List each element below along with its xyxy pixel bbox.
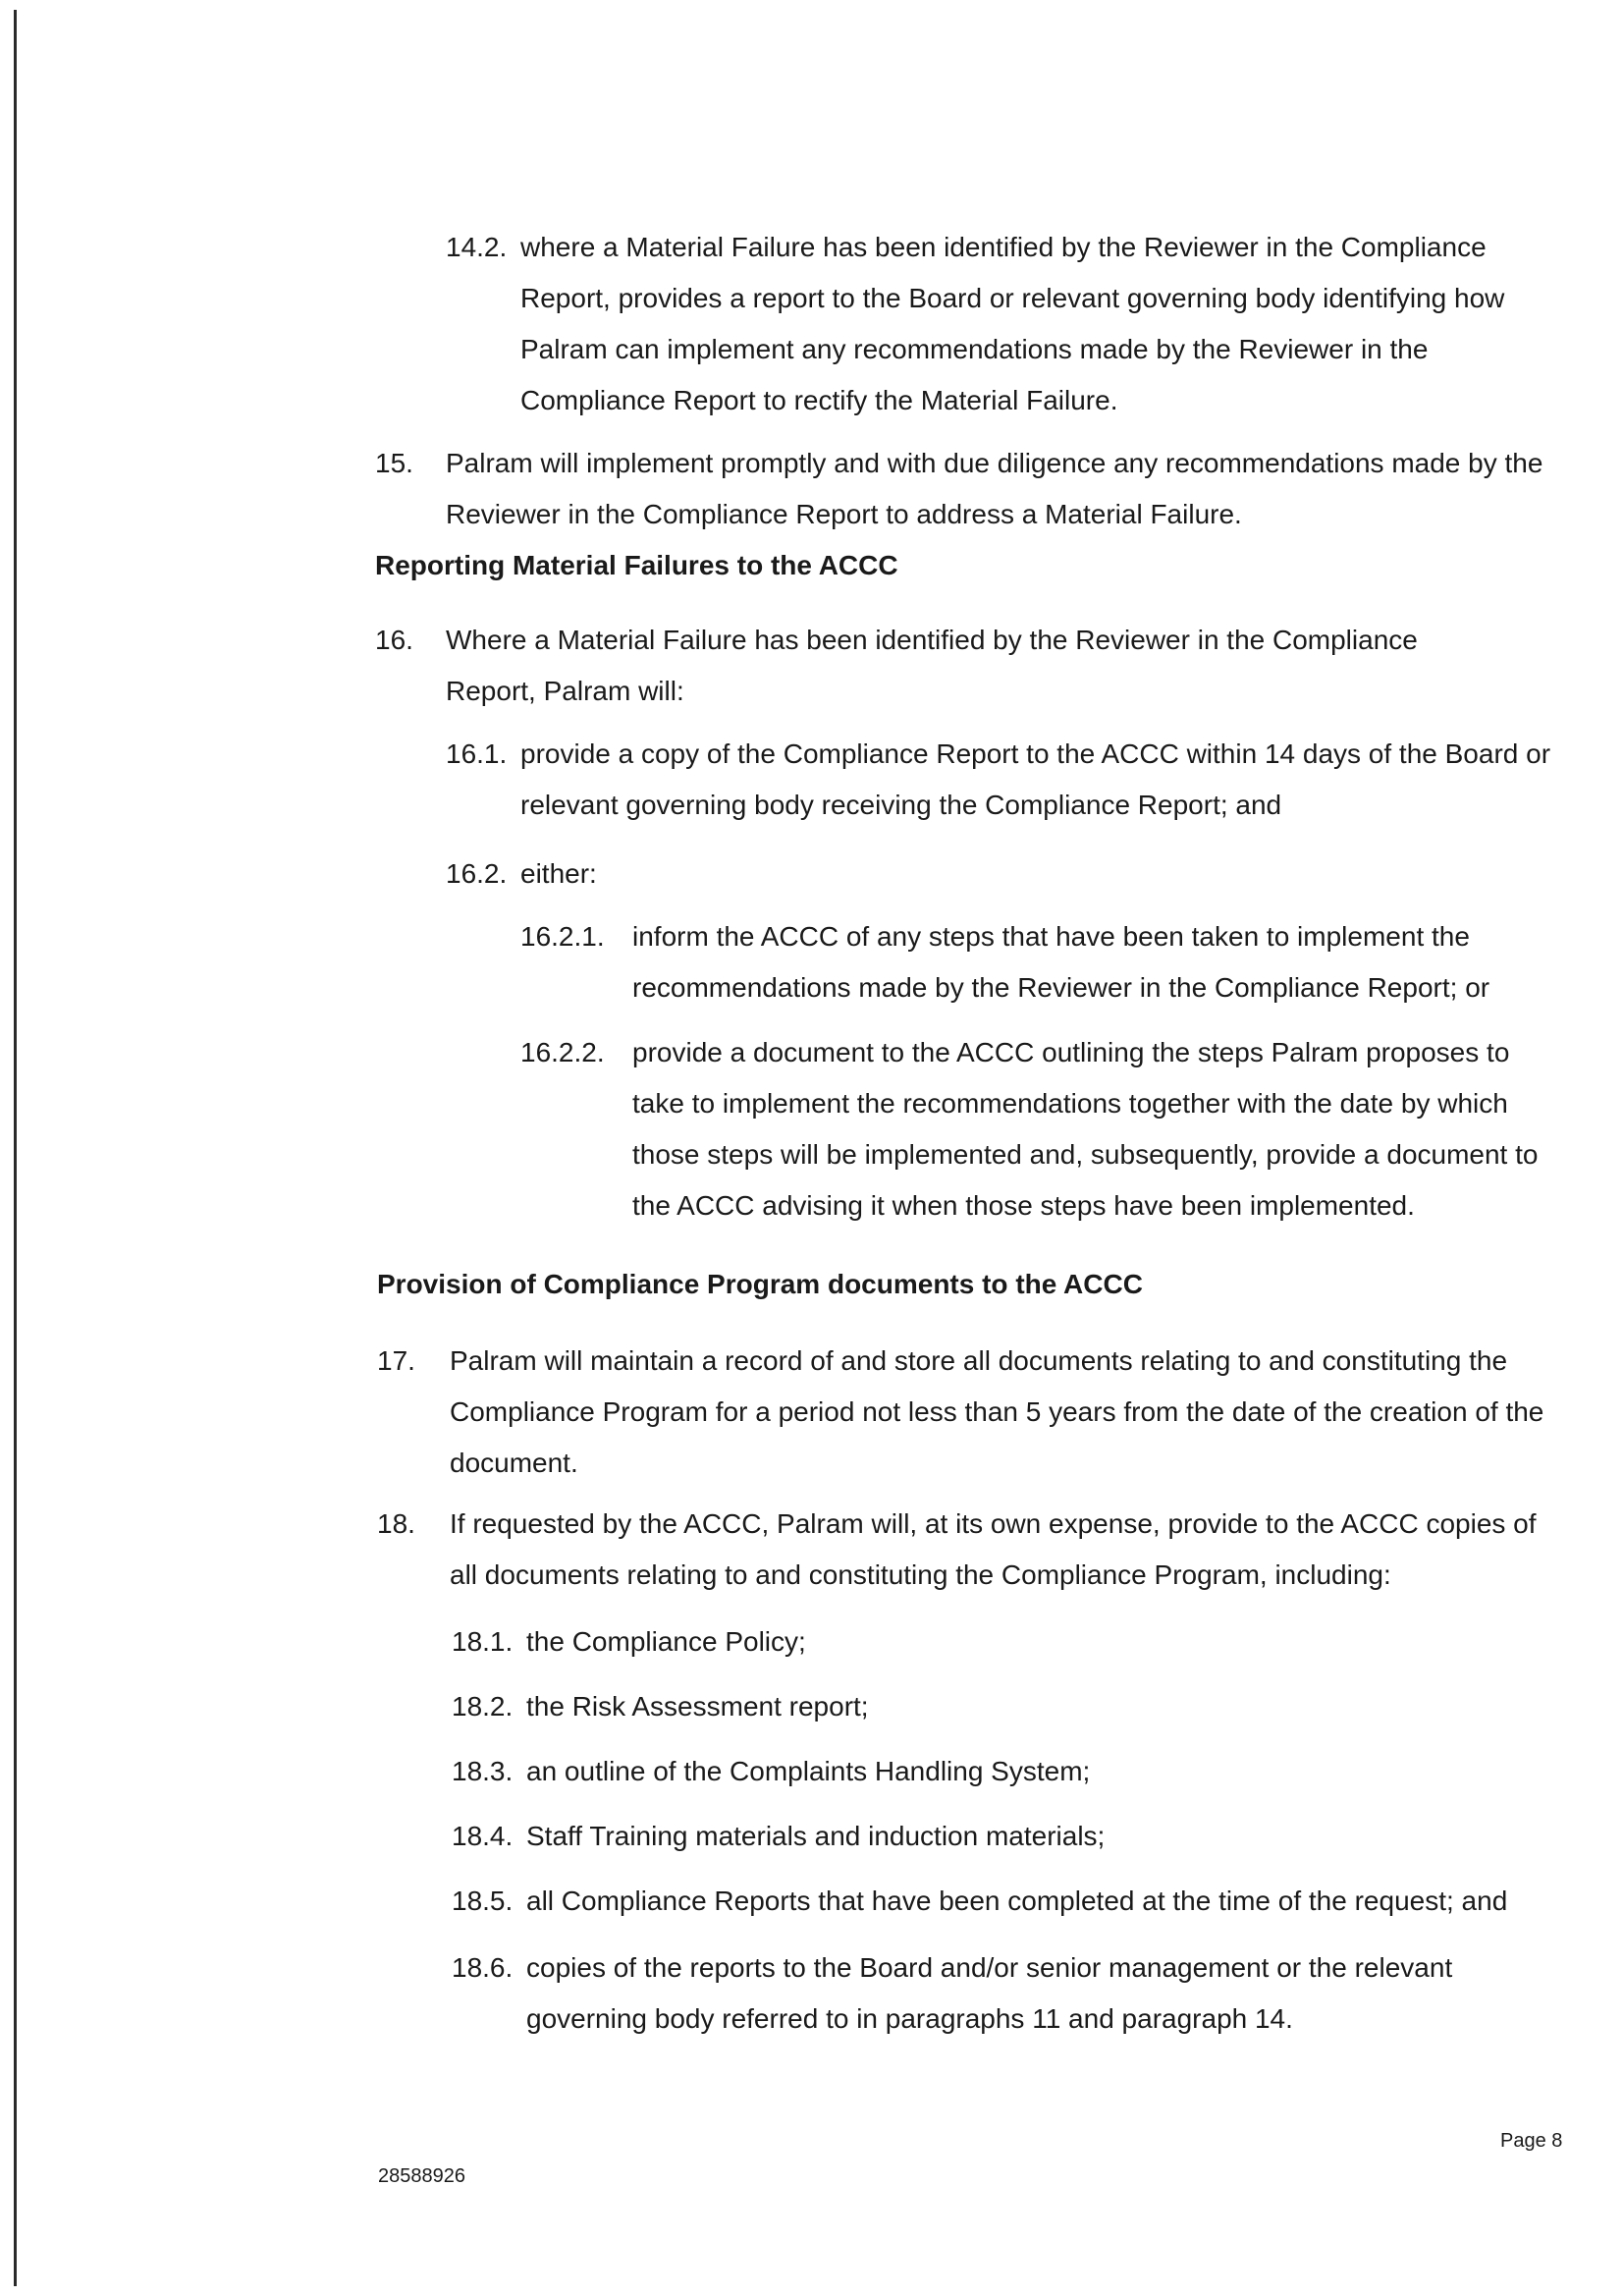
- paragraph-number: 17.: [377, 1345, 415, 1376]
- paragraph-16-2-2: [520, 1027, 1565, 1231]
- section-heading-reporting: Reporting Material Failures to the ACCC: [375, 550, 898, 580]
- paragraph-number: 14.2.: [446, 232, 508, 262]
- paragraph-number: 16.2.2.: [520, 1037, 605, 1067]
- paragraph-text: copies of the reports to the Board and/or senior management or the relevant governing body referred to in paragraphs 11 and paragraph 14.: [526, 1952, 1453, 2034]
- paragraph-text: where a Material Failure has been identified by the Reviewer in the Compliance Report, provides a report to the Board or relevant governing body identifying how Palram can implement any recommendations made by the Reviewer in the Compliance Report to rectify the Material Failure.: [520, 232, 1505, 415]
- paragraph-number: 16.1.: [446, 738, 508, 769]
- paragraph-text: provide a copy of the Compliance Report to the ACCC within 14 days of the Board or relevant governing body receiving the Compliance Report; and: [520, 738, 1551, 820]
- paragraph-16-2: [446, 848, 1565, 900]
- page-number: Page 8: [1500, 2130, 1563, 2152]
- paragraph-16: [375, 615, 1494, 717]
- paragraph-16-2-1: [520, 911, 1565, 1013]
- paragraph-number: 16.2.: [446, 858, 508, 889]
- paragraph-text: an outline of the Complaints Handling System;: [526, 1756, 1091, 1786]
- paragraph-15: [375, 438, 1565, 540]
- paragraph-text: provide a document to the ACCC outlining the steps Palram proposes to take to implement the recommendations together with the date by which those steps will be implemented and, subsequently, provide a document to the ACCC advising it when those steps have been implemented.: [632, 1037, 1539, 1221]
- paragraph-number: 18.1.: [452, 1626, 514, 1657]
- paragraph-text: Palram will implement promptly and with due diligence any recommendations made by the Reviewer in the Compliance Report to address a Material Failure.: [446, 448, 1543, 529]
- paragraph-number: 18.: [377, 1508, 415, 1539]
- paragraph-number: 16.: [375, 625, 413, 655]
- paragraph-text: If requested by the ACCC, Palram will, at its own expense, provide to the ACCC copies of all documents relating to and constituting the Compliance Program, including:: [450, 1508, 1537, 1590]
- paragraph-text: Staff Training materials and induction materials;: [526, 1821, 1106, 1851]
- paragraph-number: 18.3.: [452, 1756, 514, 1786]
- paragraph-number: 18.4.: [452, 1821, 514, 1851]
- paragraph-18-5: [452, 1876, 1565, 1927]
- paragraph-18-2: [452, 1681, 1565, 1732]
- paragraph-number: 15.: [375, 448, 413, 478]
- paragraph-14-2: [446, 222, 1565, 426]
- paragraph-18-4: [452, 1811, 1565, 1862]
- paragraph-17: [377, 1336, 1565, 1489]
- paragraph-text: inform the ACCC of any steps that have been taken to implement the recommendations made by the Reviewer in the Compliance Report; or: [632, 921, 1490, 1003]
- paragraph-number: 18.2.: [452, 1691, 514, 1722]
- paragraph-text: Where a Material Failure has been identified by the Reviewer in the Compliance Report, Palram will:: [446, 625, 1418, 706]
- paragraph-number: 16.2.1.: [520, 921, 605, 952]
- paragraph-18-3: [452, 1746, 1565, 1797]
- paragraph-number: 18.5.: [452, 1886, 514, 1916]
- paragraph-16-1: [446, 729, 1565, 831]
- paragraph-text: the Compliance Policy;: [526, 1626, 806, 1657]
- paragraph-text: Palram will maintain a record of and store all documents relating to and constituting the Compliance Program for a period not less than 5 years from the date of the creation of the document.: [450, 1345, 1544, 1478]
- document-reference: 28588926: [378, 2165, 465, 2187]
- paragraph-text: the Risk Assessment report;: [526, 1691, 869, 1722]
- section-heading-provision: Provision of Compliance Program documents to the ACCC: [377, 1269, 1143, 1299]
- paragraph-text: all Compliance Reports that have been completed at the time of the request; and: [526, 1886, 1508, 1916]
- paragraph-18: [377, 1499, 1565, 1601]
- paragraph-18-6: [452, 1942, 1532, 2045]
- paragraph-18-1: [452, 1616, 1565, 1667]
- paragraph-number: 18.6.: [452, 1952, 514, 1983]
- paragraph-text: either:: [520, 858, 597, 889]
